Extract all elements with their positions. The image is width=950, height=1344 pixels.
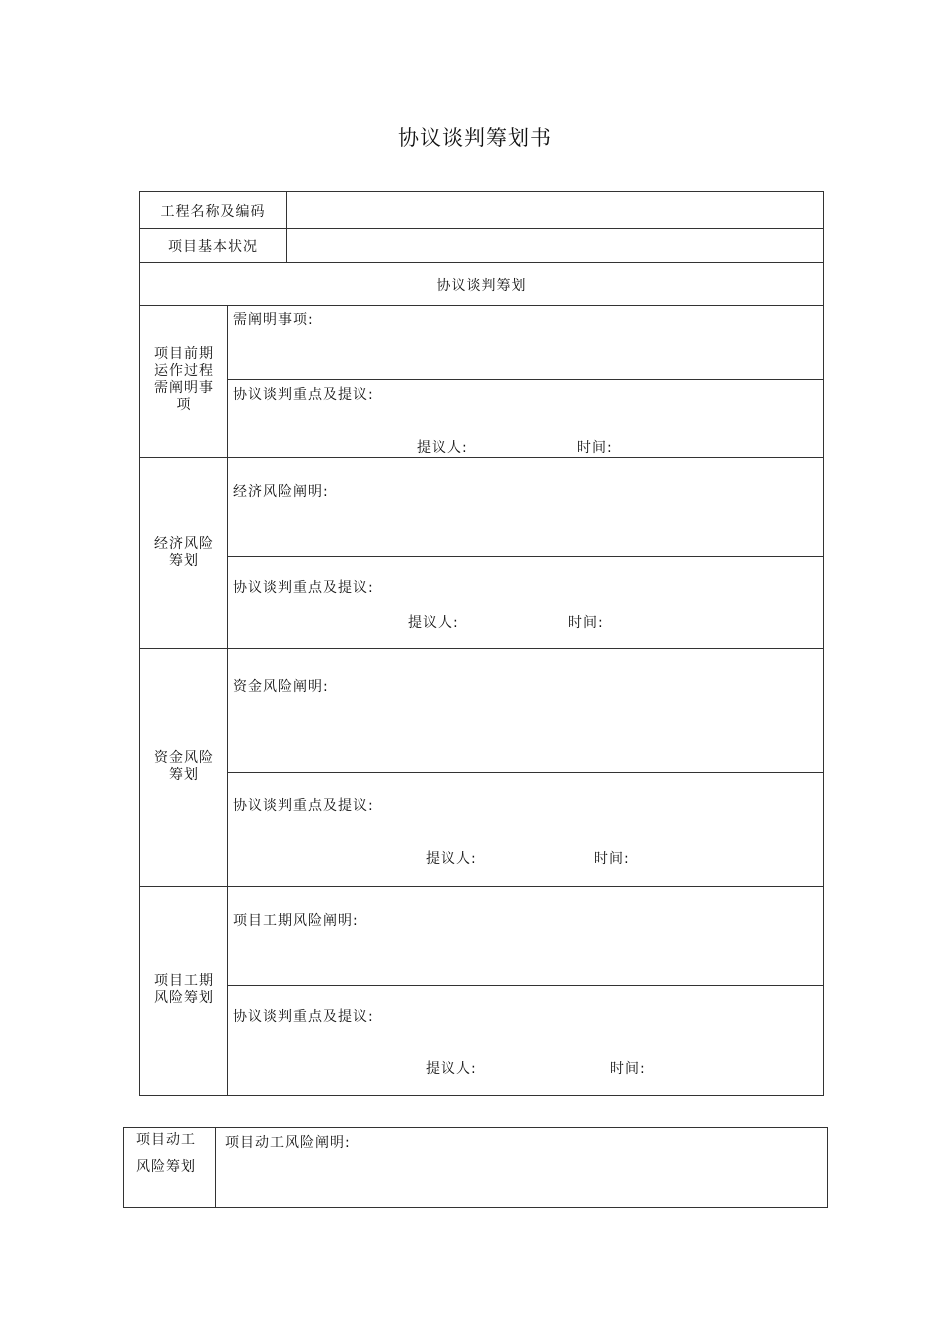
column-divider bbox=[215, 1127, 216, 1207]
time-label: 时间: bbox=[568, 615, 604, 631]
proposer-label: 提议人: bbox=[426, 1061, 477, 1077]
row-divider bbox=[228, 556, 823, 557]
document-title: 协议谈判筹划书 bbox=[398, 126, 552, 150]
key-points-label: 协议谈判重点及提议: bbox=[233, 1009, 374, 1025]
column-divider bbox=[227, 305, 228, 1095]
row-divider bbox=[139, 305, 823, 306]
time-label: 时间: bbox=[577, 440, 613, 456]
statement-label: 经济风险阐明: bbox=[233, 484, 329, 500]
project-name-label: 工程名称及编码 bbox=[160, 204, 266, 220]
row-divider bbox=[139, 886, 823, 887]
section-label-preliminary: 项目前期运作过程需阐明事项 bbox=[154, 346, 214, 413]
row-divider bbox=[228, 772, 823, 773]
row-divider bbox=[228, 379, 823, 380]
key-points-label: 协议谈判重点及提议: bbox=[233, 580, 374, 596]
row-divider bbox=[139, 648, 823, 649]
row-divider bbox=[139, 262, 823, 263]
project-status-label: 项目基本状况 bbox=[168, 239, 258, 255]
section-header: 协议谈判筹划 bbox=[436, 278, 527, 294]
statement-label: 需阐明事项: bbox=[233, 312, 314, 328]
row-divider bbox=[139, 228, 823, 229]
column-divider bbox=[286, 191, 287, 262]
statement-label: 项目工期风险阐明: bbox=[233, 913, 359, 929]
statement-label: 资金风险阐明: bbox=[233, 679, 329, 695]
project-status-value[interactable] bbox=[295, 236, 815, 254]
statement-label: 项目动工风险阐明: bbox=[225, 1135, 351, 1151]
project-name-value[interactable] bbox=[295, 201, 815, 219]
row-divider bbox=[228, 985, 823, 986]
section-label-schedule: 项目工期风险筹划 bbox=[154, 973, 214, 1006]
section-label-construction: 项目动工风险筹划 bbox=[136, 1132, 196, 1175]
proposer-label: 提议人: bbox=[408, 615, 459, 631]
row-divider bbox=[139, 457, 823, 458]
time-label: 时间: bbox=[610, 1061, 646, 1077]
time-label: 时间: bbox=[594, 851, 630, 867]
key-points-label: 协议谈判重点及提议: bbox=[233, 798, 374, 814]
proposer-label: 提议人: bbox=[417, 440, 468, 456]
section-label-economic: 经济风险筹划 bbox=[154, 536, 214, 569]
key-points-label: 协议谈判重点及提议: bbox=[233, 387, 374, 403]
section-label-funding: 资金风险筹划 bbox=[154, 750, 214, 783]
proposer-label: 提议人: bbox=[426, 851, 477, 867]
